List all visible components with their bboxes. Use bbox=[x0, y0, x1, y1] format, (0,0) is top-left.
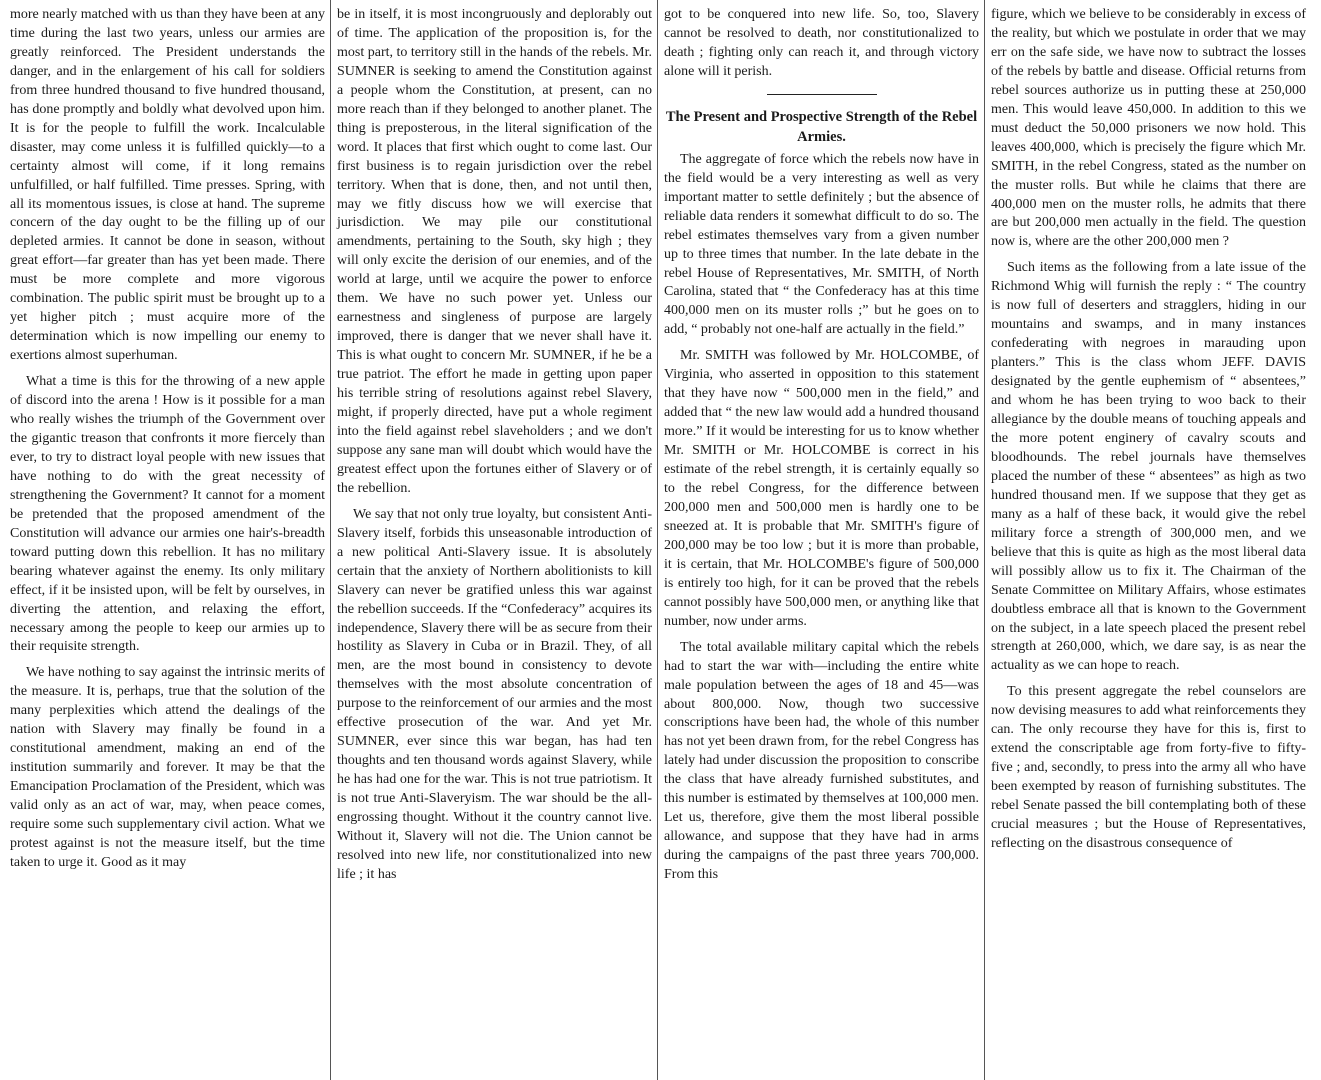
column-2 bbox=[331, 0, 657, 1080]
column-1 bbox=[4, 0, 330, 1080]
paragraph: Such items as the following from a late issue of the Richmond Whig will furnish the reply : “ The country is now full of deserters and stragglers, hiding in our mountains and swamps, and in many instances confederating with negroes in marauding upon planters.” This is the class whom JEFF. DAVIS designated by the gentle euphemism of “ absentees,” and whom he has been trying to woo back to their allegiance by the double means of touching appeals and the more potent enginery of cavalry scouts and bloodhounds. The rebel journals have themselves placed the number of these “ absentees” as high as two hundred thousand men. If we suppose that they get as many as a half of these back, it would give the rebel military force a strength of 300,000 men, and we believe that this is quite as high as the most liberal data will possibly allow us to fix it. The Chairman of the Senate Committee on Military Affairs, whose estimates doubtless embrace all that is known to the Government on the subject, in a late speech placed the present rebel strength at 260,000, which, we dare say, is as near the actuality as we can hope to reach. bbox=[991, 260, 1306, 674]
section-divider bbox=[767, 94, 877, 95]
paragraph: figure, which we believe to be considerably in excess of the reality, but which we postulate in order that we may err on the safe side, we have now to subtract the losses of the rebels by battle and disease. Official returns from rebel sources authorize us in putting these at 250,000 men. This would leave 450,000. In addition to this we must deduct the 50,000 prisoners we now hold. This leaves 400,000, which is precisely the figure which Mr. SMITH, in the rebel Congress, stated as the number on the muster rolls. But while he claims that there are 400,000 men on the muster rolls, he admits that there are but 200,000 men actually in the field. The question now is, where are the other 200,000 men ? bbox=[991, 7, 1306, 250]
paragraph: more nearly matched with us than they have been at any time during the last two years, unless our armies are greatly reinforced. The President understands the danger, and in the enlargement of his call for soldiers from three hundred thousand to five hundred thousand, has done promptly and boldly what devolved upon him. It is for the people to fulfill the work. Incalculable disaster, may come unless it is fulfilled quickly—to a certainty almost will come, if it long remains unfulfilled, or half fulfilled. Time presses. Spring, with all its momentous issues, is close at hand. The supreme concern of the day ought to be the filling up of our depleted armies. It cannot be done in season, without great effort—far greater than has yet been made. There must be more complete and more vigorous combination. The public spirit must be brought up to a yet higher pitch ; must acquire more of the determination which is now impelling our enemy to exertions almost superhuman. bbox=[10, 7, 325, 364]
paragraph: We have nothing to say against the intrinsic merits of the measure. It is, perhaps, true that the solution of the many perplexities which attend the dealings of the nation with Slavery may finally be found in a constitutional amendment, making an end of the institution summarily and forever. It may be that the Emancipation Proclamation of the President, which was valid only as an act of war, may, when peace comes, require some such supplementary civil action. What we protest against is not the measure itself, but the time taken to urge it. Good as it may bbox=[10, 665, 325, 870]
paragraph: The total available military capital which the rebels had to start the war with—including the entire white male population between the ages of 18 and 45—was about 800,000. Now, though two successive conscriptions have been had, the whole of this number has not yet been drawn from, for the rebel Congress has lately had under discussion the proposition to conscribe the class that have already furnished substitutes, and this number is estimated by themselves at 100,000 men. Let us, therefore, give them the most liberal possible allowance, and suppose that they have had in arms during the campaigns of the past three years 700,000. From this bbox=[664, 639, 979, 883]
paragraph: To this present aggregate the rebel counselors are now devising measures to add what reinforcements they can. The only recourse they have for this is, first to extend the conscriptable age from forty-five to fifty-five ; and, secondly, to press into the army all who have been exempted by reason of furnishing substitutes. The rebel Senate passed the bill contemplating both of these crucial measures ; but the House of Representatives, reflecting on the disastrous consequence of bbox=[991, 684, 1306, 851]
paragraph: Mr. SMITH was followed by Mr. HOLCOMBE, of Virginia, who asserted in opposition to this statement that they have now “ 500,000 men in the field,” and added that “ the new law would add a hundred thousand more.” If it would be interesting for us to know whether Mr. SMITH or Mr. HOLCOMBE is correct in his estimate of the rebel strength, it is certainly equally so to the rebel Congress, for the difference between 200,000 men and 500,000 men is hardly one to be sneezed at. It is probable that Mr. SMITH's figure of 200,000 may be too low ; but it is more than probable, it is certain, that Mr. HOLCOMBE's figure of 500,000 is entirely too high, for it can be proved that the rebels cannot possibly have 500,000 men, or anything like that number, now under arms. bbox=[664, 348, 979, 629]
column-3 bbox=[658, 0, 984, 1080]
paragraph: We say that not only true loyalty, but consistent Anti-Slavery itself, forbids this unseasonable introduction of a new political Anti-Slavery issue. It is absolutely certain that the anxiety of Northern abolitionists to kill Slavery can never be gratified unless this war against the rebellion succeeds. If the “Confederacy” acquires its independence, Slavery there will be as secure from their hostility as Slavery in Cuba or in Brazil. They, of all men, are the most bound in consistency to devote themselves with the most absolute concentration of purpose to the reinforcement of our armies and the most effective prosecution of the war. And yet Mr. SUMNER, ever since this war began, has had ten thoughts and ten thousand words against Slavery, while he has had one for the war. This is not true patriotism. It is not true Anti-Slaveryism. The war should be the all-engrossing thought. Without it the country cannot live. Without it, Slavery will not die. The Union cannot be resolved into new life, nor constitutionalized into new life ; it has bbox=[337, 506, 652, 882]
paragraph: be in itself, it is most incongruously and deplorably out of time. The application of the proposition is, for the most part, to territory still in the hands of the rebels. Mr. SUMNER is seeking to amend the Constitution against a people whom the Constitution, at present, can no more reach than if they belonged to another planet. The thing is preposterous, in the literal signification of the word. It places that first which ought to come last. Our first business is to regain jurisdiction over the rebel territory. When that is done, then, and not until then, may we fitly discuss how we will exercise that jurisdiction. We may pile our constitutional amendments, pertaining to the South, sky high ; they will only excite the derision of our enemies, and of the world at large, until we acquire the power to enforce them. We have no such power yet. Unless our earnestness and singleness of purpose are largely improved, there is danger that we never shall have it. This is what ought to concern Mr. SUMNER, if he be a true patriot. The effort he made in getting upon paper his terrible string of resolutions against rebel Slavery, might, if properly directed, have put a whole regiment into the field against rebel slaveholders ; and we don't suppose any sane man will doubt which would have the greatest effect upon the fortunes either of Slavery or of the rebellion. bbox=[337, 7, 652, 496]
article-heading: The Present and Prospective Strength of the Rebel Armies. bbox=[665, 108, 978, 145]
paragraph: got to be conquered into new life. So, too, Slavery cannot be resolved to death, nor constitutionalized to death ; fighting only can reach it, and through victory alone will it perish. bbox=[664, 7, 979, 79]
paragraph: What a time is this for the throwing of a new apple of discord into the arena ! How is it possible for a man who really wishes the triumph of the Government over the gigantic treason that confronts it more fiercely than ever, to try to distract loyal people with new issues that have nothing to do with the great necessity of strengthening the Government? It cannot for a moment be pretended that the proposed amendment of the Constitution will advance our armies one hair's-breadth toward putting down this rebellion. It has no military bearing whatever against the enemy. Its only military effect, if it be insisted upon, will be felt by ourselves, in diverting the attention, and relaxing the effort, necessary among the people to keep our armies up to their requisite strength. bbox=[10, 374, 325, 655]
paragraph: The aggregate of force which the rebels now have in the field would be a very interesting as well as very important matter to settle definitely ; but the absence of reliable data renders it somewhat difficult to do so. The rebel estimates themselves vary from a given number up to three times that number. In the late debate in the rebel House of Representatives, Mr. SMITH, of North Carolina, stated that “ the Confederacy has at this time 400,000 men on its muster rolls ;” but he goes on to add, “ probably not one-half are actually in the field.” bbox=[664, 151, 979, 338]
column-4 bbox=[985, 0, 1311, 1080]
